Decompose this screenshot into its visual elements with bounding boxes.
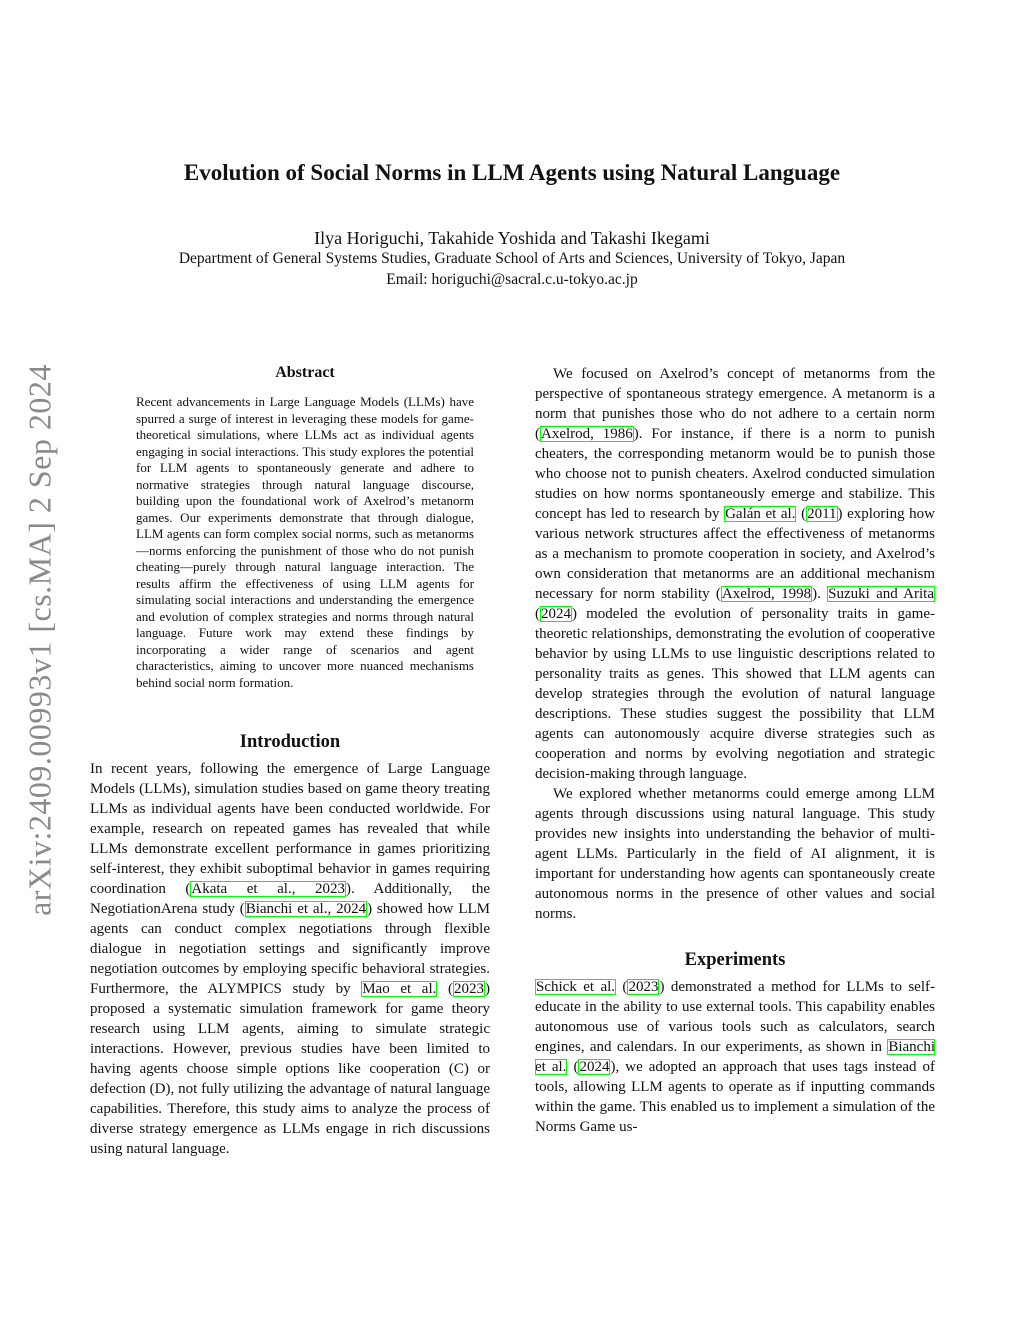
right-text-3: ( bbox=[796, 506, 807, 522]
experiments-paragraph bbox=[535, 977, 935, 1137]
citation-link-bianchi-2-year[interactable]: 2024 bbox=[579, 1059, 610, 1075]
citation-link-axelrod-1998[interactable]: Axelrod, 1998 bbox=[721, 586, 812, 602]
right-text-4: ) exploring how various network structures affect the effectiveness of metanorms as a mechanism to promote cooperation in society, and Axelrod’s own consideration that metanorms are an additional mechanism necessary for norm stability ( bbox=[535, 506, 935, 602]
introduction-heading: Introduction bbox=[239, 732, 341, 752]
exp-text-2: ) demonstrated a method for LLMs to self-educate in the ability to use external tools. This capability enables autonomous use of various tools such as calculators, search engines, and calendars. In our experiments, as shown in bbox=[535, 979, 936, 1055]
author-affiliation: Department of General Systems Studies, Graduate School of Arts and Sciences, University of Tokyo, Japan bbox=[178, 250, 846, 267]
exp-text-4: ), we adopted an approach that uses tags instead of tools, allowing LLM agents to operate as if inputting commands within the game. This enabled us to implement a simulation of the Norms Game us- bbox=[535, 1059, 936, 1135]
citation-link-galan[interactable]: Galán et al. bbox=[725, 506, 796, 522]
right-text-2: ). For instance, if there is a norm to punish cheaters, the corresponding metanorm would be to punish those who choose not to punish cheaters. Axelrod conducted simulation studies on how norms spontaneously emerge and stabilize. This concept has led to research by bbox=[535, 426, 935, 522]
exploration-paragraph: We explored whether metanorms could emerge among LLM agents through discussions using natural language. This study provides new insights into understanding the behavior of multi-agent LLMs. Particularly in the field of AI alignment, it is important for understanding how agents can spontaneously create autonomous norms in the presence of other values and social norms. bbox=[535, 786, 935, 922]
introduction-paragraph bbox=[90, 759, 490, 1159]
abstract-text: Recent advancements in Large Language Models (LLMs) have spurred a surge of interest in leveraging these models for game-theoretical simulations, where LLMs act as individual agents engaging in social interactions. This study explores the potential for LLM agents to spontaneously generate and adhere to normative strategies through natural language discourse, building upon the foundational work of Axelrod’s metanorm games. Our experiments demonstrate that through dialogue, LLM agents can form complex social norms, such as metanorms—norms enforcing the punishment of those who do not punish cheating—purely through natural language interaction. The results affirm the effectiveness of using LLM agents for simulating social interactions and understanding the emergence and evolution of complex strategies and norms through natural language. Future work may extend these findings by incorporating a wider range of scenarios and agent characteristics, aiming to uncover more nuanced mechanisms behind social norm formation. bbox=[136, 394, 474, 690]
abstract-heading: Abstract bbox=[275, 364, 335, 381]
right-text-5: ). bbox=[812, 586, 828, 602]
intro-text-4: ( bbox=[437, 981, 453, 997]
citation-link-bianchi-2[interactable]: Bianchi et al. bbox=[535, 1039, 935, 1075]
right-text-1: We focused on Axelrod’s concept of metanorms from the perspective of spontaneous strategy emergence. A metanorm is a norm that punishes those who do not adhere to a certain norm ( bbox=[535, 366, 935, 442]
citation-link-schick-year[interactable]: 2023 bbox=[628, 979, 659, 995]
citation-link-bianchi[interactable]: Bianchi et al., 2024 bbox=[245, 901, 367, 917]
citation-link-suzuki-year[interactable]: 2024 bbox=[541, 606, 571, 622]
citation-link-schick[interactable]: Schick et al. bbox=[536, 979, 616, 995]
citation-link-mao[interactable]: Mao et al. bbox=[362, 981, 437, 997]
exp-text-1: ( bbox=[616, 979, 628, 995]
citation-link-galan-year[interactable]: 2011 bbox=[807, 506, 837, 522]
section-gap bbox=[535, 924, 935, 950]
intro-text-5: ) proposed a systematic simulation framework for game theory research using LLM agents, aiming to simulate strategic interactions. However, previous studies have been limited to having agents choose simple options like cooperation (C) or defection (D), not fully utilizing the advantage of natural language capabilities. Therefore, this study aims to analyze the process of diverse strategy emergence as LLMs engage in rich discussions using natural language. bbox=[90, 981, 490, 1157]
arxiv-identifier-stamp: arXiv:2409.00993v1 [cs.MA] 2 Sep 2024 bbox=[21, 364, 58, 916]
intro-text-2: ). Additionally, the NegotiationArena study ( bbox=[90, 881, 490, 917]
right-text-6: ( bbox=[535, 606, 540, 622]
introduction-section bbox=[90, 732, 490, 1159]
intro-text-1: In recent years, following the emergence of Large Language Models (LLMs), simulation studies based on game theory treating LLMs as individual agents have been conducted worldwide. For example, research on repeated games has revealed that while LLMs demonstrate excellent performance in games prioritizing self-interest, they exhibit suboptimal behavior in games requiring coordination ( bbox=[90, 761, 490, 897]
abstract-section bbox=[136, 364, 474, 691]
exp-text-3: ( bbox=[567, 1059, 579, 1075]
paper-title: Evolution of Social Norms in LLM Agents using Natural Language bbox=[183, 160, 841, 185]
experiments-heading: Experiments bbox=[684, 950, 786, 970]
citation-link-suzuki-arita[interactable]: Suzuki and Arita bbox=[828, 586, 935, 602]
citation-link-axelrod-1986[interactable]: Axelrod, 1986 bbox=[541, 426, 633, 442]
author-email: Email: horiguchi@sacral.c.u-tokyo.ac.jp bbox=[386, 271, 638, 288]
citation-link-akata[interactable]: Akata et al., 2023 bbox=[191, 881, 346, 897]
author-list: Ilya Horiguchi, Takahide Yoshida and Takashi Ikegami bbox=[314, 228, 710, 248]
metanorm-paragraph bbox=[535, 364, 935, 784]
citation-link-mao-year[interactable]: 2023 bbox=[454, 981, 484, 997]
right-text-7: ) modeled the evolution of personality traits in game-theoretic relationships, demonstrating the evolution of cooperative behavior by using LLMs to use linguistic descriptions related to personality traits as genes. This showed that LLM agents can develop strategies through the evolution of natural language descriptions. These studies suggest the possibility that LLM agents can autonomously acquire diverse strategies such as cooperation and norms by evolving negotiation and strategic decision-making through language. bbox=[535, 606, 935, 782]
intro-text-3: ) showed how LLM agents can conduct complex negotiations through flexible dialogue in negotiation settings and significantly improve negotiation outcomes by employing specific behavioral strategies. Furthermore, the ALYMPICS study by bbox=[90, 901, 490, 997]
right-column bbox=[535, 364, 935, 1137]
